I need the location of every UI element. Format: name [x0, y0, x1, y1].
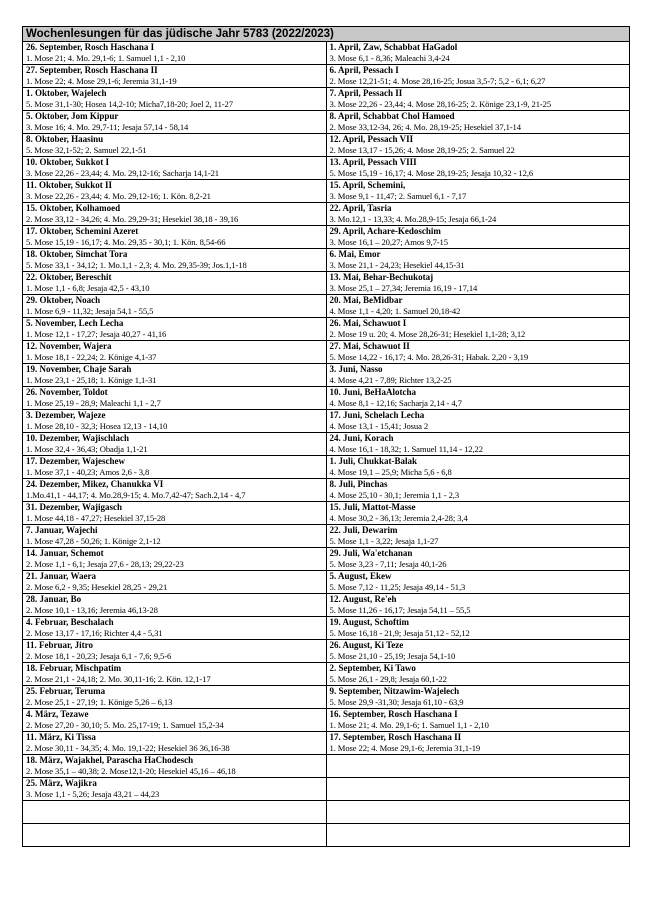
reading-refs: 1. Mose 12,1 - 17,27; Jesaja 40,27 - 41,16 — [26, 329, 167, 339]
portion-name: 17. Oktober, Schemini Azeret — [26, 226, 139, 236]
right-cell — [326, 318, 630, 341]
reading-refs: 1. Mose 1,1 - 6,8; Jesaja 42,5 - 43,10 — [26, 283, 150, 293]
left-cell — [23, 226, 327, 249]
right-cell — [326, 502, 630, 525]
right-cell — [326, 686, 630, 709]
right-cell — [326, 571, 630, 594]
portion-name: 4. Februar, Beschalach — [26, 617, 114, 627]
portion-name: 11. Oktober, Sukkot II — [26, 180, 112, 190]
right-cell — [326, 548, 630, 571]
table-row — [23, 433, 630, 456]
reading-refs: 4. Mose 8,1 - 12,16; Sacharja 2,14 - 4,7 — [329, 398, 462, 408]
right-cell — [326, 295, 630, 318]
left-cell — [23, 134, 327, 157]
table-row — [23, 341, 630, 364]
reading-refs: 1. Mose 44,18 - 47,27; Hesekiel 37,15-28 — [26, 513, 166, 523]
portion-name: 13. Mai, Behar-Bechukotaj — [329, 272, 434, 282]
portion-name: 10. Oktober, Sukkot I — [26, 157, 109, 167]
portion-name: 8. Juli, Pinchas — [329, 479, 388, 489]
reading-refs: 5. Mose 32,1-52; 2. Samuel 22,1-51 — [26, 145, 147, 155]
right-cell — [326, 755, 630, 778]
reading-refs: 5. Mose 33,1 - 34,12; 1. Mo.1,1 - 2,3; 4. Mo. 29,35-39; Jos.1,1-18 — [26, 260, 247, 270]
portion-name: 17. September, Rosch Haschana II — [329, 732, 462, 742]
left-cell — [23, 479, 327, 502]
right-cell — [326, 732, 630, 755]
reading-refs: 3. Mose 25,1 – 27,34; Jeremia 16,19 - 17,14 — [329, 283, 478, 293]
reading-refs: 1. Mose 28,10 - 32,3; Hosea 12,13 - 14,10 — [26, 421, 168, 431]
portion-name: 5. Oktober, Jom Kippur — [26, 111, 119, 121]
portion-name: 3. Dezember, Wajeze — [26, 410, 106, 420]
right-cell — [326, 801, 630, 824]
reading-refs: 2. Mose 33,12-34, 26; 4. Mo. 28,19-25; Hesekiel 37,1-14 — [329, 122, 521, 132]
left-cell — [23, 525, 327, 548]
reading-refs: 3. Mose 22,26 - 23,44; 4. Mo. 29,12-16; Sacharja 14,1-21 — [26, 168, 219, 178]
left-cell — [23, 42, 327, 65]
right-cell — [326, 617, 630, 640]
table-row — [23, 456, 630, 479]
portion-name: 5. November, Lech Lecha — [26, 318, 124, 328]
left-cell — [23, 387, 327, 410]
right-cell — [326, 525, 630, 548]
left-cell — [23, 295, 327, 318]
right-cell — [326, 42, 630, 65]
portion-name: 26. August, Ki Teze — [329, 640, 404, 650]
right-cell — [326, 778, 630, 801]
portion-name: 13. April, Pessach VIII — [329, 157, 417, 167]
left-cell — [23, 111, 327, 134]
left-cell — [23, 157, 327, 180]
reading-refs: 2. Mose 18,1 - 20,23; Jesaja 6,1 - 7,6; 9,5-6 — [26, 651, 172, 661]
portion-name: 15. Juli, Mattot-Masse — [329, 502, 416, 512]
reading-refs: 1. Mose 21; 4. Mo. 29,1-6; 1. Samuel 1,1 - 2,10 — [329, 720, 489, 730]
portion-name: 18. Oktober, Simchat Tora — [26, 249, 128, 259]
left-cell — [23, 410, 327, 433]
table-row — [23, 571, 630, 594]
left-cell — [23, 364, 327, 387]
reading-refs: 3. Mose 16; 4. Mo. 29,7-11; Jesaja 57,14 - 58,14 — [26, 122, 189, 132]
table-row — [23, 134, 630, 157]
reading-refs: 5. Mose 14,22 - 16,17; 4. Mo. 28,26-31; Habak. 2,20 - 3,19 — [329, 352, 529, 362]
portion-name: 21. Januar, Waera — [26, 571, 97, 581]
reading-refs: 2. Mose 13,17 - 15,26; 4. Mose 28,19-25; 2. Samuel 22 — [329, 145, 515, 155]
portion-name: 24. Dezember, Mikez, Chanukka VI — [26, 479, 164, 489]
table-row — [23, 778, 630, 801]
portion-name: 25. März, Wajikra — [26, 778, 97, 788]
right-cell — [326, 824, 630, 847]
reading-refs: 2. Mose 10,1 - 13,16; Jeremia 46,13-28 — [26, 605, 158, 615]
right-cell — [326, 341, 630, 364]
portion-name: 29. Juli, Wa'etchanan — [329, 548, 413, 558]
table-row — [23, 479, 630, 502]
reading-refs: 3. Mo.12,1 - 13,33; 4. Mo.28,9-15; Jesaja 66,1-24 — [329, 214, 497, 224]
right-cell — [326, 364, 630, 387]
portion-name: 10. Juni, BeHaAlotcha — [329, 387, 417, 397]
portion-name: 24. Juni, Korach — [329, 433, 394, 443]
right-cell — [326, 479, 630, 502]
table-row — [23, 502, 630, 525]
table-row — [23, 663, 630, 686]
right-cell — [326, 433, 630, 456]
portion-name: 8. Oktober, Haasinu — [26, 134, 104, 144]
right-cell — [326, 180, 630, 203]
reading-refs: 2. Mose 35,1 – 40,38; 2. Mose12,1-20; Hesekiel 45,16 – 46,18 — [26, 766, 236, 776]
left-cell — [23, 617, 327, 640]
table-row — [23, 755, 630, 778]
portion-name: 12. August, Re'eh — [329, 594, 397, 604]
table-row — [23, 548, 630, 571]
reading-refs: 2. Mose 6,2 - 9,35; Hesekiel 28,25 - 29,21 — [26, 582, 168, 592]
table-row — [23, 272, 630, 295]
right-cell — [326, 65, 630, 88]
portion-name: 25. Februar, Teruma — [26, 686, 106, 696]
table-row — [23, 617, 630, 640]
reading-refs: 5. Mose 15,19 - 16,17; 4. Mose 28,19-25; Jesaja 10,32 - 12,6 — [329, 168, 534, 178]
reading-refs: 2. Mose 33,12 - 34,26; 4. Mo. 29,29-31; Hesekiel 38,18 - 39,16 — [26, 214, 239, 224]
left-cell — [23, 686, 327, 709]
portion-name: 15. April, Schemini, — [329, 180, 406, 190]
page-title: Wochenlesungen für das jüdische Jahr 5783 (2022/2023) — [23, 27, 630, 42]
portion-name: 18. Februar, Mischpatim — [26, 663, 122, 673]
left-cell — [23, 732, 327, 755]
reading-refs: 5. Mose 29,9 -31,30; Jesaja 61,10 - 63,9 — [329, 697, 464, 707]
table-row — [23, 318, 630, 341]
reading-refs: 2. Mose 1,1 - 6,1; Jesaja 27,6 - 28,13; 29,22-23 — [26, 559, 184, 569]
title-row — [23, 27, 630, 42]
right-cell — [326, 249, 630, 272]
reading-refs: 1. Mose 37,1 - 40,23; Amos 2,6 - 3,8 — [26, 467, 150, 477]
table-row — [23, 180, 630, 203]
left-cell — [23, 548, 327, 571]
left-cell — [23, 755, 327, 778]
portion-name: 27. Mai, Schawuot II — [329, 341, 410, 351]
reading-refs: 4. Mose 4,21 - 7,89; Richter 13,2-25 — [329, 375, 452, 385]
right-cell — [326, 111, 630, 134]
portion-name: 22. April, Tasria — [329, 203, 392, 213]
table-row — [23, 249, 630, 272]
right-cell — [326, 88, 630, 111]
reading-refs: 5. Mose 3,23 - 7,11; Jesaja 40,1-26 — [329, 559, 447, 569]
table-row — [23, 42, 630, 65]
right-cell — [326, 640, 630, 663]
reading-refs: 3. Mose 22,26 - 23,44; 4. Mo. 29,12-16; 1. Kön. 8,2-21 — [26, 191, 211, 201]
table-row — [23, 824, 630, 847]
right-cell — [326, 134, 630, 157]
reading-refs: 1. Mose 6,9 - 11,32; Jesaja 54,1 - 55,5 — [26, 306, 154, 316]
table-row — [23, 364, 630, 387]
reading-refs: 5. Mose 31,1-30; Hosea 14,2-10; Micha7,18-20; Joel 2, 11-27 — [26, 99, 233, 109]
portion-name: 8. April, Schabbat Chol Hamoed — [329, 111, 455, 121]
right-cell — [326, 157, 630, 180]
portion-name: 11. März, Ki Tissa — [26, 732, 96, 742]
table-row — [23, 801, 630, 824]
reading-refs: 1. Mose 47,28 - 50,26; 1. Könige 2,1-12 — [26, 536, 161, 546]
right-cell — [326, 594, 630, 617]
left-cell — [23, 571, 327, 594]
right-cell — [326, 410, 630, 433]
portion-name: 19. November, Chaje Sarah — [26, 364, 132, 374]
left-cell — [23, 318, 327, 341]
reading-refs: 5. Mose 11,26 - 16,17; Jesaja 54,11 – 55,5 — [329, 605, 471, 615]
table-row — [23, 640, 630, 663]
left-cell — [23, 180, 327, 203]
reading-refs: 1. Mose 32,4 - 36,43; Obadja 1,1-21 — [26, 444, 148, 454]
right-cell — [326, 387, 630, 410]
left-cell — [23, 502, 327, 525]
reading-refs: 1. Mose 18,1 - 22,24; 2. Könige 4,1-37 — [26, 352, 157, 362]
table-row — [23, 387, 630, 410]
portion-name: 26. November, Toldot — [26, 387, 108, 397]
left-cell — [23, 824, 327, 847]
table-row — [23, 594, 630, 617]
portion-name: 26. September, Rosch Haschana I — [26, 42, 155, 52]
reading-refs: 4. Mose 25,10 - 30,1; Jeremia 1,1 - 2,3 — [329, 490, 460, 500]
reading-refs: 4. Mose 19,1 – 25,9; Micha 5,6 - 6,8 — [329, 467, 452, 477]
reading-refs: 4. Mose 30,2 - 36,13; Jeremia 2,4-28; 3,4 — [329, 513, 468, 523]
portion-name: 10. Dezember, Wajischlach — [26, 433, 129, 443]
reading-refs: 2. Mose 12,21-51; 4. Mose 28,16-25; Josua 3,5-7; 5,2 - 6,1; 6,27 — [329, 76, 546, 86]
portion-name: 18. März, Wajakhel, Parascha HaChodesch — [26, 755, 194, 765]
reading-refs: 3. Mose 21,1 - 24,23; Hesekiel 44,15-31 — [329, 260, 465, 270]
reading-refs: 5. Mose 21,10 - 25,19; Jesaja 54,1-10 — [329, 651, 456, 661]
table-row — [23, 65, 630, 88]
left-cell — [23, 341, 327, 364]
reading-refs: 3. Mose 16,1 – 20,27; Amos 9,7-15 — [329, 237, 448, 247]
reading-refs: 3. Mose 22,26 - 23,44; 4. Mose 28,16-25; 2. Könige 23,1-9, 21-25 — [329, 99, 552, 109]
portion-name: 19. August, Schoftim — [329, 617, 410, 627]
right-cell — [326, 456, 630, 479]
left-cell — [23, 640, 327, 663]
reading-refs: 1. Mose 22; 4. Mose 29,1-6; Jeremia 31,1-19 — [329, 743, 481, 753]
reading-refs: 3. Mose 6,1 - 8,36; Maleachi 3,4-24 — [329, 53, 450, 63]
reading-refs: 2. Mose 25,1 - 27,19; 1. Könige 5,26 – 6,13 — [26, 697, 173, 707]
portion-name: 22. Juli, Dewarim — [329, 525, 398, 535]
reading-refs: 5. Mose 15,19 - 16,17; 4. Mo. 29,35 - 30,1; 1. Kön. 8,54-66 — [26, 237, 226, 247]
left-cell — [23, 663, 327, 686]
reading-refs: 4. Mose 1,1 - 4,20; 1. Samuel 20,18-42 — [329, 306, 461, 316]
table-row — [23, 709, 630, 732]
reading-refs: 5. Mose 7,12 - 11,25; Jesaja 49,14 - 51,3 — [329, 582, 466, 592]
reading-refs: 2. Mose 21,1 - 24,18; 2. Mo. 30,11-16; 2. Kön. 12,1-17 — [26, 674, 211, 684]
readings-table — [22, 26, 630, 847]
reading-refs: 3. Mose 9,1 - 11,47; 2. Samuel 6,1 - 7,17 — [329, 191, 467, 201]
portion-name: 5. August, Ekew — [329, 571, 392, 581]
portion-name: 3. Juni, Nasso — [329, 364, 383, 374]
right-cell — [326, 709, 630, 732]
table-row — [23, 88, 630, 111]
right-cell — [326, 272, 630, 295]
left-cell — [23, 456, 327, 479]
portion-name: 26. Mai, Schawuot I — [329, 318, 407, 328]
portion-name: 11. Februar, Jitro — [26, 640, 93, 650]
portion-name: 17. Juni, Schelach Lecha — [329, 410, 425, 420]
reading-refs: 5. Mose 16,18 - 21,9; Jesaja 51,12 - 52,12 — [329, 628, 470, 638]
reading-refs: 2. Mose 30,11 - 34,35; 4. Mo. 19,1-22; Hesekiel 36 36,16-38 — [26, 743, 230, 753]
portion-name: 28. Januar, Bo — [26, 594, 82, 604]
portion-name: 20. Mai, BeMidbar — [329, 295, 403, 305]
portion-name: 1. Juli, Chukkat-Balak — [329, 456, 418, 466]
portion-name: 17. Dezember, Wajeschew — [26, 456, 125, 466]
portion-name: 29. Oktober, Noach — [26, 295, 101, 305]
reading-refs: 1.Mo.41,1 - 44,17; 4. Mo.28,9-15; 4. Mo.7,42-47; Sach.2,14 - 4,7 — [26, 490, 246, 500]
left-cell — [23, 778, 327, 801]
table-row — [23, 295, 630, 318]
left-cell — [23, 249, 327, 272]
portion-name: 12. April, Pessach VII — [329, 134, 414, 144]
portion-name: 1. April, Zaw, Schabbat HaGadol — [329, 42, 458, 52]
reading-refs: 1. Mose 25,19 - 28,9; Maleachi 1,1 - 2,7 — [26, 398, 161, 408]
portion-name: 6. April, Pessach I — [329, 65, 399, 75]
reading-refs: 1. Mose 22; 4. Mose 29,1-6; Jeremia 31,1-19 — [26, 76, 177, 86]
reading-refs: 4. Mose 13,1 - 15,41; Josua 2 — [329, 421, 429, 431]
left-cell — [23, 88, 327, 111]
portion-name: 16. September, Rosch Haschana I — [329, 709, 458, 719]
table-row — [23, 686, 630, 709]
portion-name: 7. Januar, Wajechi — [26, 525, 98, 535]
reading-refs: 1. Mose 23,1 - 25,18; 1. Könige 1,1-31 — [26, 375, 157, 385]
right-cell — [326, 663, 630, 686]
portion-name: 6. Mai, Emor — [329, 249, 381, 259]
reading-refs: 5. Mose 26,1 - 29,8; Jesaja 60,1-22 — [329, 674, 447, 684]
reading-refs: 1. Mose 21; 4. Mo. 29,1-6; 1. Samuel 1,1 - 2,10 — [26, 53, 186, 63]
portion-name: 14. Januar, Schemot — [26, 548, 104, 558]
portion-name: 9. September, Nitzawim-Wajelech — [329, 686, 460, 696]
left-cell — [23, 203, 327, 226]
portion-name: 12. November, Wajera — [26, 341, 112, 351]
portion-name: 27. September, Rosch Haschana II — [26, 65, 158, 75]
left-cell — [23, 709, 327, 732]
portion-name: 1. Oktober, Wajelech — [26, 88, 107, 98]
table-row — [23, 525, 630, 548]
reading-refs: 2. Mose 13,17 - 17,16; Richter 4,4 - 5,31 — [26, 628, 163, 638]
portion-name: 29. April, Achare-Kedoschim — [329, 226, 441, 236]
table-row — [23, 410, 630, 433]
portion-name: 31. Dezember, Wajigasch — [26, 502, 122, 512]
reading-refs: 4. Mose 16,1 - 18,32; 1. Samuel 11,14 - 12,22 — [329, 444, 483, 454]
left-cell — [23, 433, 327, 456]
right-cell — [326, 226, 630, 249]
table-row — [23, 226, 630, 249]
left-cell — [23, 272, 327, 295]
portion-name: 22. Oktober, Bereschit — [26, 272, 112, 282]
left-cell — [23, 801, 327, 824]
left-cell — [23, 65, 327, 88]
table-row — [23, 203, 630, 226]
right-cell — [326, 203, 630, 226]
portion-name: 7. April, Pessach II — [329, 88, 403, 98]
reading-refs: 3. Mose 1,1 - 5,26; Jesaja 43,21 – 44,23 — [26, 789, 160, 799]
table-row — [23, 111, 630, 134]
portion-name: 4. März, Tezawe — [26, 709, 89, 719]
portion-name: 2. September, Ki Tawo — [329, 663, 416, 673]
reading-refs: 2. Mose 19 u. 20; 4. Mose 28,26-31; Hesekiel 1,1-28; 3,12 — [329, 329, 526, 339]
table-row — [23, 157, 630, 180]
reading-refs: 5. Mose 1,1 - 3,22; Jesaja 1,1-27 — [329, 536, 439, 546]
table-row — [23, 732, 630, 755]
left-cell — [23, 594, 327, 617]
portion-name: 15. Oktober, Kolhamoed — [26, 203, 121, 213]
reading-refs: 2. Mose 27,20 - 30,10; 5. Mo. 25,17-19; 1. Samuel 15,2-34 — [26, 720, 224, 730]
